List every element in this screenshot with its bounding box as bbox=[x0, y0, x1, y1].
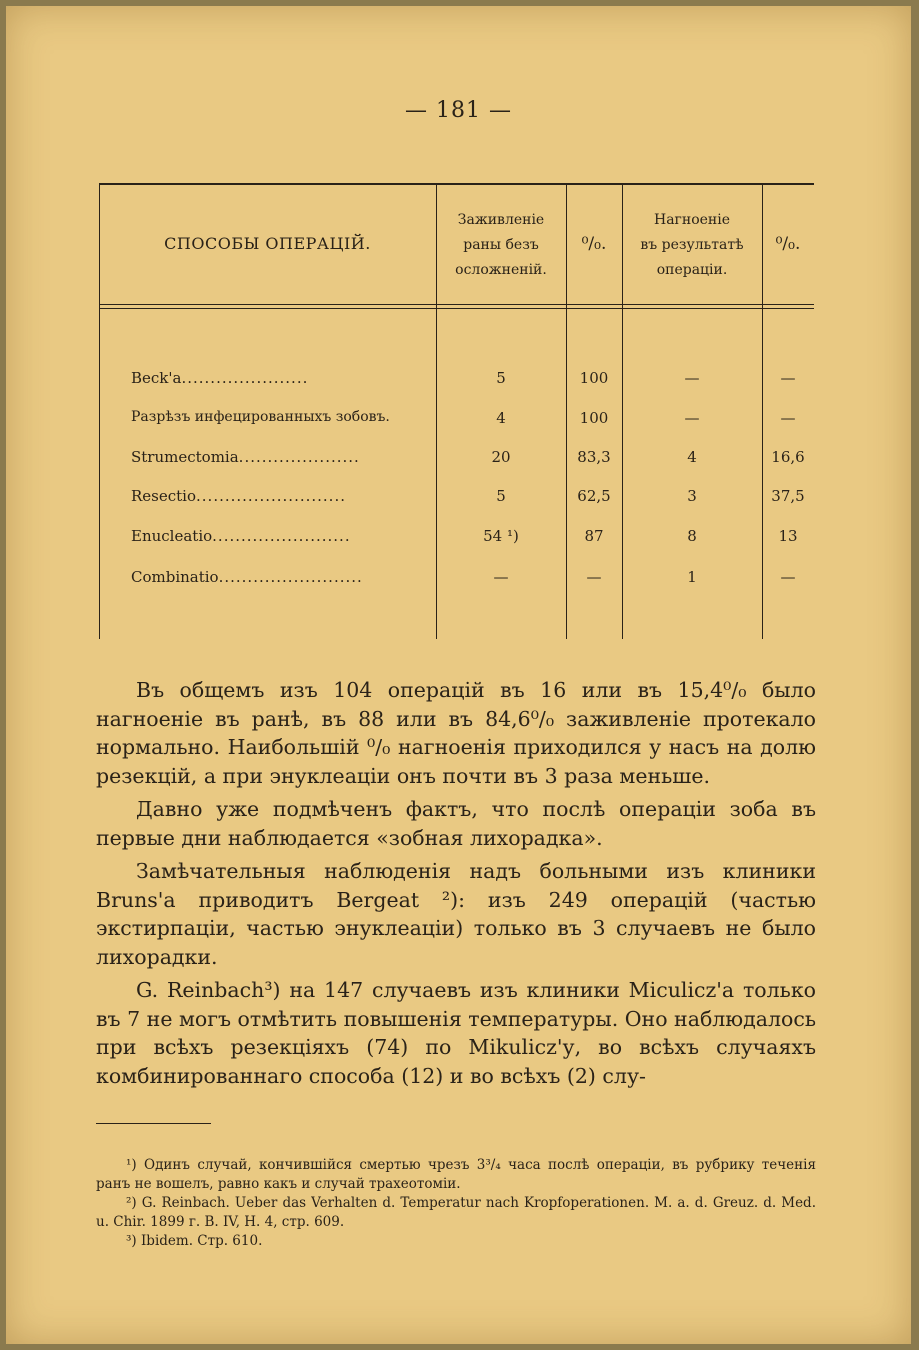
paragraph: Давно уже подмѣченъ фактъ, что послѣ операціи зоба въ первые дни наблюдается «зобная лихорадка». bbox=[96, 797, 816, 850]
operations-table bbox=[99, 183, 814, 639]
header-suppuration: Нагноеніе въ результатѣ операціи. bbox=[640, 212, 744, 278]
body-text bbox=[96, 676, 817, 1095]
footnote-1: ¹) Одинъ случай, кончившійся смертью чрезъ 3³/₄ часа послѣ операціи, въ рубрику теченія ранъ не вошелъ, равно какъ и случай трахеотоміи. bbox=[96, 1157, 816, 1192]
footnote-2: ²) G. Reinbach. Ueber das Verhalten d. Temperatur nach Kropfoperationen. M. a. d. Greuz. d. Med. u. Chir. 1899 г. B. IV, H. 4, стр. 609. bbox=[96, 1195, 816, 1230]
header-percent-healing: ⁰/₀. bbox=[581, 234, 607, 254]
table-header-rule-1 bbox=[99, 304, 814, 305]
table-row: Разрѣзъ инфецированныхъ зобовъ. 4 100 — — bbox=[131, 409, 796, 427]
table-row: Strumectomia..................... 20 83,3 4 16,6 bbox=[131, 448, 805, 466]
table-row: Enucleatio........................ 54 ¹) 87 8 13 bbox=[131, 527, 798, 545]
paragraph: Замѣчательныя наблюденія надъ больными изъ клиники Bruns'а приводитъ Bergeat ²): изъ 249 операцій (частью экстирпаціи, частью энуклеаціи) только въ 3 случаевъ не было лихорадки. bbox=[96, 859, 816, 969]
header-healing: Заживленіе раны безъ осложненій. bbox=[455, 212, 547, 278]
footnotes bbox=[96, 1156, 816, 1251]
table-row: Resectio.......................... 5 62,5 3 37,5 bbox=[131, 487, 805, 505]
footnote-rule bbox=[96, 1123, 211, 1124]
book-page bbox=[6, 6, 911, 1344]
header-percent-suppuration: ⁰/₀. bbox=[775, 234, 801, 254]
page-number: — 181 — bbox=[405, 98, 512, 123]
header-method: СПОСОБЫ ОПЕРАЦІЙ. bbox=[164, 234, 371, 253]
table-header-rule-2 bbox=[99, 308, 814, 309]
paragraph: G. Reinbach³) на 147 случаевъ изъ клиники Miculicz'а только въ 7 не могъ отмѣтить повышенія температуры. Оно наблюдалось при всѣхъ резекціяхъ (74) по Mikulicz'у, во всѣхъ случаяхъ комбинированнаго способа (12) и во всѣхъ (2) слу- bbox=[96, 978, 817, 1088]
footnote-3: ³) Ibidem. Стр. 610. bbox=[126, 1233, 263, 1249]
paragraph: Въ общемъ изъ 104 операцій въ 16 или въ 15,4⁰/₀ было нагноеніе въ ранѣ, въ 88 или въ 84,6⁰/₀ заживленіе протекало нормально. Наибольшій ⁰/₀ нагноенія приходился у насъ на долю резекцій, а при энуклеаціи онъ почти въ 3 раза меньше. bbox=[96, 678, 816, 788]
table-row: Combinatio......................... — — 1 — bbox=[131, 568, 796, 586]
table-top-rule bbox=[99, 183, 814, 185]
table-row: Beck'a...................... 5 100 — — bbox=[131, 369, 796, 387]
